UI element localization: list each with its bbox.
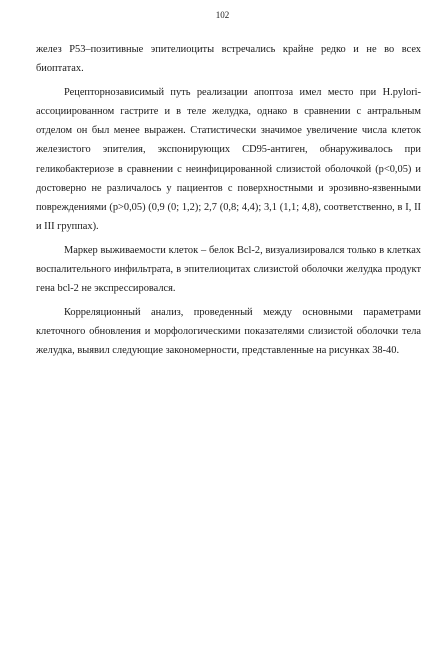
paragraph-correlation-analysis: Корреляционный анализ, проведенный между основными параметрами клеточного обновления и морфологическими показателями слизистой оболочки тела желудка, выявил следующие закономерности, представленные на рисунках 38-40. bbox=[36, 307, 421, 357]
paragraph-continuation: желез P53–позитивные эпителиоциты встречались крайне редко и не во всех биоптатах. bbox=[36, 44, 421, 75]
paragraph-bcl2-marker: Маркер выживаемости клеток – белок Bcl-2, визуализировался только в клетках воспалительного инфильтрата, в эпителиоцитах слизистой оболочки желудка продукт гена bcl-2 не экспрессировался. bbox=[36, 244, 421, 295]
document-body bbox=[36, 40, 421, 366]
page-number: 102 bbox=[215, 10, 230, 20]
paragraph-receptor-pathway: Рецепторнозависимый путь реализации апоптоза имел место при H.pylori-ассоциированном гастрите и в теле желудка, однако в сравнении с антральным отделом он был менее выражен. Статистически значимое увеличение числа клеток железистого эпителия, экспонирующих CD95-антиген, обнаруживалось при геликобактериозе в сравнении с неинфицированной слизистой оболочкой (p<0,05) и достоверно не различалось у пациентов с поверхностными и эрозивно-язвенными повреждениями (p>0,05) (0,9 (0; 1,2); 2,7 (0,8; 4,4); 3,1 (1,1; 4,8), соответственно, в I, II и III группах). bbox=[36, 87, 421, 232]
